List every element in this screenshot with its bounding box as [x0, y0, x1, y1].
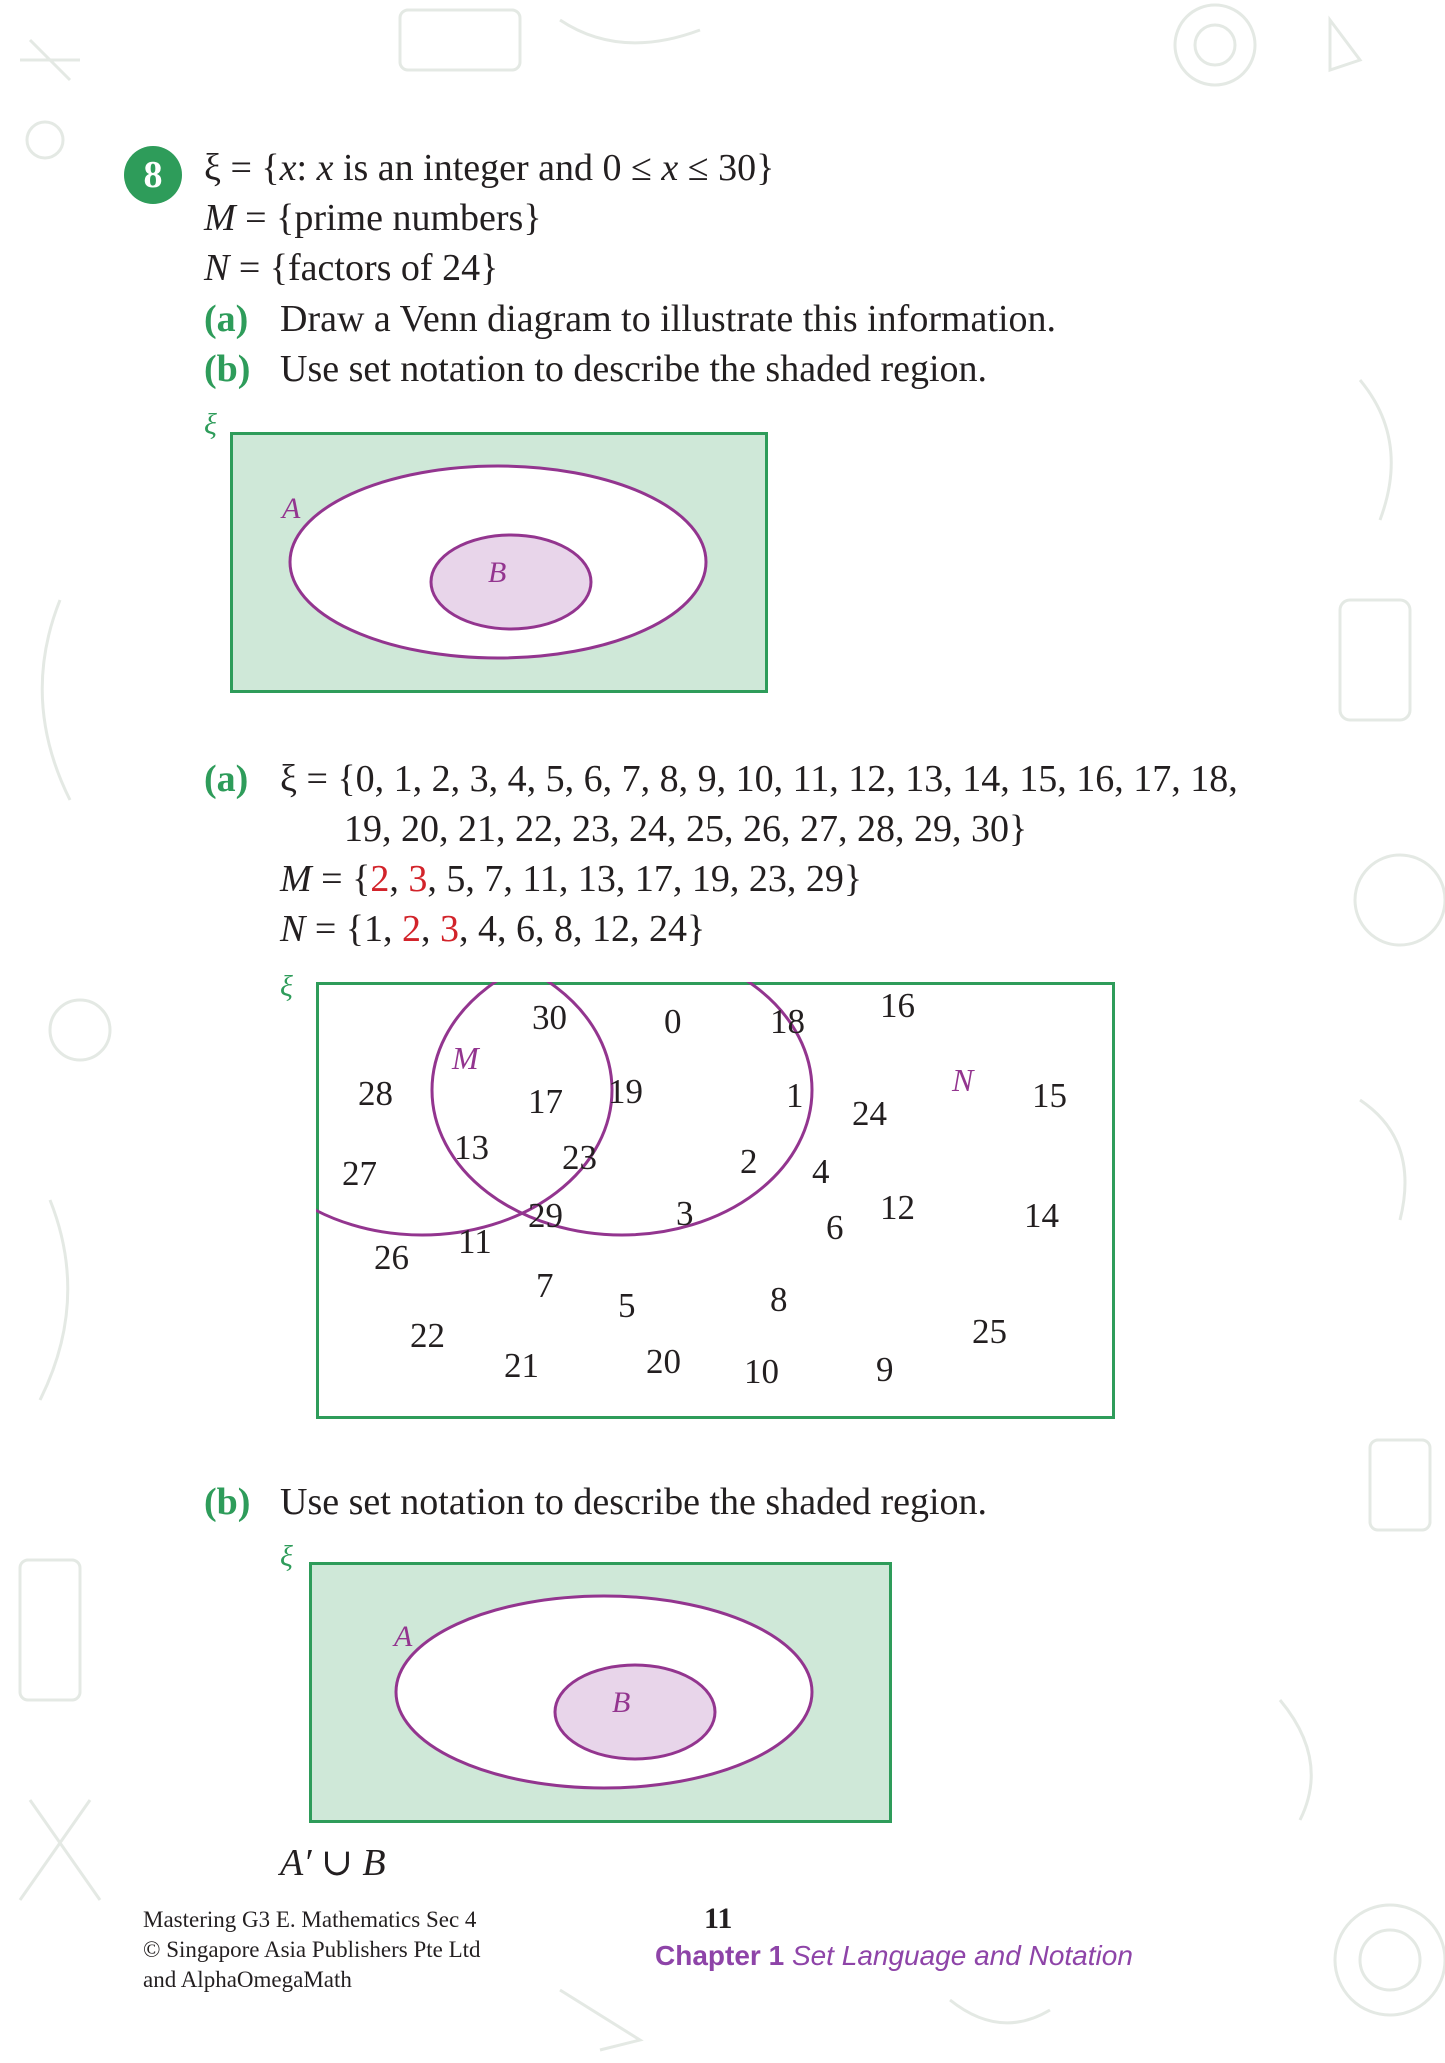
shaded-venn-diagram-answer: [309, 1562, 893, 1824]
solution-universal-line1: ξ = {0, 1, 2, 3, 4, 5, 6, 7, 8, 9, 10, 11, 12, 13, 14, 15, 16, 17, 18,: [280, 758, 1238, 800]
venn-element: 12: [880, 1188, 915, 1227]
m-sep: ,: [389, 858, 409, 900]
chapter-title: Set Language and Notation: [791, 1940, 1133, 1971]
question-number-badge: 8: [124, 146, 182, 204]
venn-element: 25: [972, 1312, 1007, 1351]
part-a-instruction: [204, 297, 1057, 341]
venn-element: 4: [812, 1152, 830, 1191]
var-x: x: [279, 147, 297, 189]
venn-set-n-label: N: [952, 1062, 974, 1098]
set-m-definition: [204, 196, 542, 240]
diagram2-universal-label: ξ: [280, 1540, 293, 1573]
venn-element: 9: [876, 1350, 894, 1389]
n-sep: ,: [421, 908, 441, 950]
diagram2-set-a-label: A: [394, 1620, 413, 1653]
def-eq: = {: [220, 147, 280, 189]
venn-element: 16: [880, 986, 915, 1025]
page-number: 11: [704, 1902, 733, 1935]
venn-element: 13: [454, 1128, 489, 1167]
var-x: x: [661, 147, 679, 189]
common-element: 3: [408, 858, 428, 900]
venn-element: 22: [410, 1316, 445, 1355]
venn-element: 23: [562, 1138, 597, 1177]
venn-element: 1: [786, 1076, 804, 1115]
part-b-label: (b): [204, 348, 251, 390]
solution-universal-line2: 19, 20, 21, 22, 23, 24, 25, 26, 27, 28, 29, 30}: [344, 808, 1028, 850]
def-mid: is an integer and 0 ≤: [333, 147, 662, 189]
part-a-label: (a): [204, 298, 249, 340]
common-element: 2: [402, 908, 422, 950]
part-a-text: Draw a Venn diagram to illustrate this information.: [280, 298, 1057, 340]
venn-element: 20: [646, 1342, 681, 1381]
var-x: x: [316, 147, 334, 189]
set-n-name: N: [280, 908, 306, 950]
footer-publisher-2: and AlphaOmegaMath: [143, 1967, 352, 1992]
n-pre: = {1,: [305, 908, 403, 950]
venn-element: 28: [358, 1074, 393, 1113]
m-pre: = {: [311, 858, 371, 900]
footer-publisher: © Singapore Asia Publishers Pte Ltd: [143, 1937, 481, 1962]
part-b-text: Use set notation to describe the shaded region.: [280, 348, 988, 390]
set-n-name: N: [204, 247, 230, 289]
universal-set-definition: [204, 146, 774, 190]
diagram1-set-a-label: A: [282, 492, 301, 525]
venn-element: 11: [458, 1222, 492, 1261]
venn-element: 18: [770, 1002, 805, 1041]
n-post: , 4, 6, 8, 12, 24}: [459, 908, 706, 950]
chapter-label: Chapter 1: [655, 1940, 785, 1971]
solution-set-m: [280, 857, 862, 901]
set-n-definition: [204, 246, 498, 290]
venn-element: 21: [504, 1346, 539, 1385]
venn-element: 19: [608, 1072, 643, 1111]
venn-universal-label: ξ: [280, 970, 293, 1003]
solution-b-text: Use set notation to describe the shaded region.: [280, 1481, 988, 1523]
footer-book-title: Mastering G3 E. Mathematics Sec 4: [143, 1907, 477, 1932]
chapter-heading: [655, 1940, 1133, 1972]
venn-element: 27: [342, 1154, 377, 1193]
venn-element: 5: [618, 1286, 636, 1325]
venn-element: 26: [374, 1238, 409, 1277]
diagram1-set-b-label: B: [488, 556, 507, 589]
xi-symbol: ξ: [204, 147, 221, 189]
answer-set-notation: A′ ∪ B: [280, 1842, 386, 1884]
venn-element: 10: [744, 1352, 779, 1391]
solution-a-label: (a): [204, 758, 249, 800]
venn-element: 24: [852, 1094, 887, 1133]
set-m-name: M: [280, 858, 312, 900]
common-element: 3: [440, 908, 460, 950]
diagram2-set-b-label: B: [612, 1686, 631, 1719]
venn-element: 8: [770, 1280, 788, 1319]
venn-element: 17: [528, 1082, 563, 1121]
venn-element: 7: [536, 1266, 554, 1305]
def-end: ≤ 30}: [678, 147, 775, 189]
venn-element: 14: [1024, 1196, 1059, 1235]
venn-element: 3: [676, 1194, 694, 1233]
set-m-desc: = {prime numbers}: [235, 197, 542, 239]
venn-element: 2: [740, 1142, 758, 1181]
venn-element: 15: [1032, 1076, 1067, 1115]
m-post: , 5, 7, 11, 13, 17, 19, 23, 29}: [427, 858, 863, 900]
diagram1-universal-label: ξ: [204, 408, 217, 441]
venn-element: 0: [664, 1002, 682, 1041]
solution-set-n: [280, 907, 705, 951]
venn-element: 6: [826, 1208, 844, 1247]
def-colon: :: [296, 147, 317, 189]
venn-element: 30: [532, 998, 567, 1037]
venn-set-m-label: M: [452, 1040, 479, 1076]
set-m-name: M: [204, 197, 236, 239]
solution-b-label: (b): [204, 1481, 251, 1523]
venn-element: 29: [528, 1196, 563, 1235]
part-b-instruction: [204, 347, 988, 391]
common-element: 2: [370, 858, 390, 900]
set-n-desc: = {factors of 24}: [229, 247, 499, 289]
footer-book-info: [143, 1905, 481, 1995]
